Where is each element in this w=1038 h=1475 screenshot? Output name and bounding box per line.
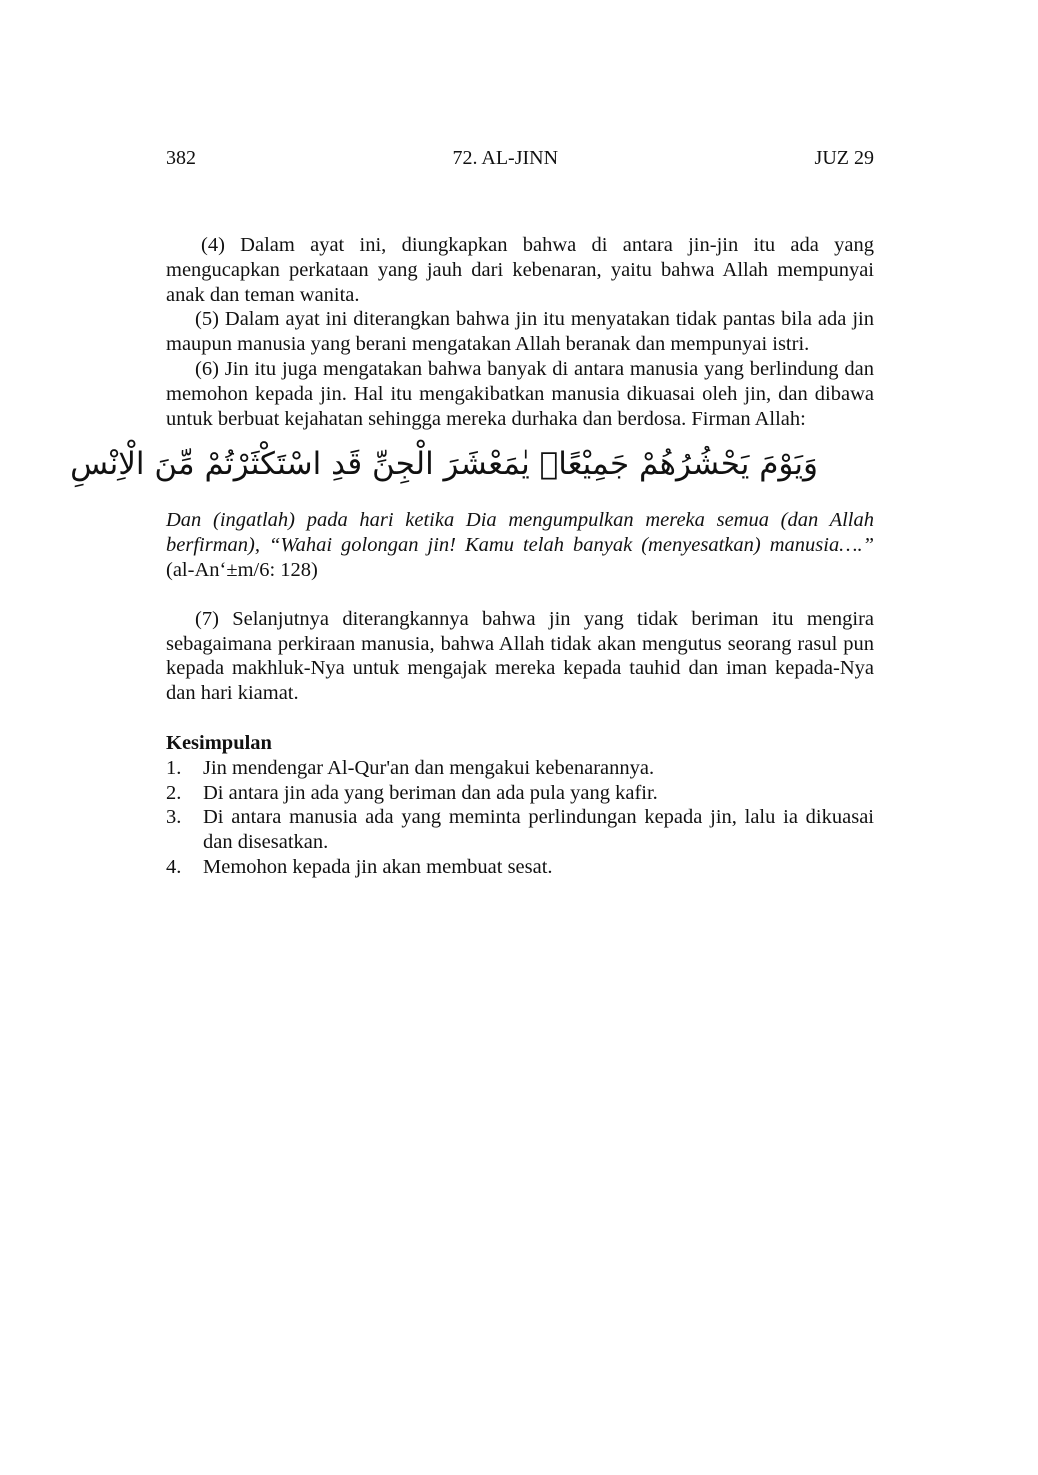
list-item-text: Di antara jin ada yang beriman dan ada pula yang kafir. — [203, 781, 658, 804]
book-page — [70, 144, 874, 878]
paragraph-5: (5) Dalam ayat ini diterangkan bahwa jin itu menyatakan tidak pantas bila ada jin maupun manusia yang berani mengatakan Allah beranak dan mempunyai istri. — [166, 308, 874, 356]
paragraph-7: (7) Selanjutnya diterangkannya bahwa jin yang tidak beriman itu mengira sebagaimana perkiraan manusia, bahwa Allah tidak akan mengutus seorang rasul pun kepada makhluk-Nya untuk mengajak mereka kepada tauhid dan iman kepada-Nya dan hari kiamat. — [166, 607, 874, 705]
page-number: 382 — [166, 147, 196, 169]
list-item-number: 1. — [166, 756, 182, 779]
spacer — [166, 583, 874, 607]
list-item-number: 4. — [166, 855, 182, 878]
list-item-number: 3. — [166, 806, 182, 829]
conclusion-list — [166, 756, 874, 880]
list-item — [166, 805, 874, 855]
verse-translation — [166, 508, 874, 582]
verse-reference: (al-An‘±m/6: 128) — [166, 558, 318, 581]
list-item-number: 2. — [166, 781, 182, 804]
page-body — [70, 233, 874, 880]
paragraph-4: (4) Dalam ayat ini, diungkapkan bahwa di antara jin-jin itu ada yang mengucapkan perkataan yang jauh dari kebenaran, yaitu bahwa Allah mempunyai anak dan teman wanita. — [166, 234, 874, 306]
juz-label: JUZ 29 — [814, 147, 874, 169]
list-item-text: Di antara manusia ada yang meminta perlindungan kepada jin, lalu ia dikuasai dan disesatkan. — [203, 806, 874, 854]
spacer — [166, 706, 874, 731]
list-item — [166, 855, 874, 880]
list-item-text: Jin mendengar Al-Qur'an dan mengakui kebenarannya. — [203, 756, 655, 779]
arabic-verse: وَيَوْمَ يَحْشُرُهُمْ جَمِيْعًاۚ يٰمَعْشَرَ الْجِنِّ قَدِ اسْتَكْثَرْتُمْ مِّنَ الْاِنْسِ — [70, 446, 818, 483]
list-item — [166, 756, 874, 781]
paragraph-6: (6) Jin itu juga mengatakan bahwa banyak di antara manusia yang berlindung dan memohon kepada jin. Hal itu mengakibatkan manusia dikuasai oleh jin, dan dibawa untuk berbuat kejahatan sehingga mereka durhaka dan berdosa. Firman Allah: — [166, 357, 874, 430]
conclusion-heading: Kesimpulan — [166, 731, 272, 754]
list-item-text: Memohon kepada jin akan membuat sesat. — [203, 855, 553, 878]
page-header — [166, 144, 874, 172]
translation-text: Dan (ingatlah) pada hari ketika Dia mengumpulkan mereka semua (dan Allah berfirman), “Wahai golongan jin! Kamu telah banyak (menyesatkan) manusia….” — [166, 509, 874, 557]
surah-title: 72. AL-JINN — [452, 147, 559, 169]
list-item — [166, 781, 874, 806]
